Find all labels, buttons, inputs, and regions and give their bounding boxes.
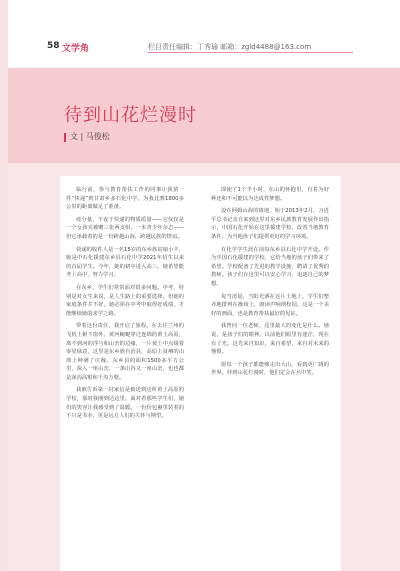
paragraph: 带着这份责任，我开启了旅程。在去往兰州的飞机上俯下窗外，黄河蜿蜒穿过连绵的黄土高原，离不到河的浮与和山峦的边缘，一片黄土中点缀着零星绿意，这里是东乡族自治县，高原上贫瘠的山坡上种满了庄稼。东乡县的面积1500多平方公里，深入一座山峦，一条山谷又一座山峦，也也都是深沟高壑和千沟万壑。 (66, 323, 184, 381)
paragraph: 每当清晨，当阳光洒在这片土地上，学生们整齐地排列在操场上，朗读声响彻校园。这是一个美好的画面，也是教育帮扶最好的见证。 (211, 293, 329, 317)
paragraph: 设在阿姆山海的镇地，始于2013年2月，习近平总书记亲自来到这里对东乡民族教育发展作出指示，中国石化开始在这里援建学校，改善当地教育条件，为当地孩子们提供更好的学习环境。 (211, 208, 329, 240)
editor-line: 栏目责任编辑：丁秀瑜 邮箱：zgld4488@163.com (148, 43, 312, 51)
page-number: 58 (47, 41, 60, 51)
paragraph: 即使了1个半小时，在山的怀抱里，有着为好种还和不可能以为达成性梦想。 (211, 187, 329, 202)
paragraph: 我被告诉第一封家信是被送到这所黄土高原的学校，那时我刚到达这里。面对着那些学生们，她们的笑容让我感受到了温暖。一份份包裹里装着的不只是书本，更是远方人们的关怀与期望。 (66, 387, 184, 420)
section-label: 文学角 (62, 44, 90, 54)
body-column-left (66, 186, 184, 566)
header-rule (148, 52, 353, 53)
paragraph: 愿每一个孩子都能够走出大山，看到更广阔的世界。待到山花烂漫时，他们定会在丛中笑。 (211, 361, 329, 377)
paragraph: 临行前，参与教育帮扶工作的同事让我猜一件“快递”到甘肃乡多石化中学。为我比赛1800多公里的距离做足了准备。 (66, 187, 184, 211)
body-column-right (211, 186, 329, 566)
paragraph: 快递的收件人是一名15岁的东乡族姑娘小丰，她是中石化援建东乡县石化中学2021年招生以来的首届学生。今年，她的初中进入高三。她希望能考上高中，努力学习。 (66, 246, 184, 279)
paragraph: 我曾问一位老师，这里最大的变化是什么。她说，是孩子们的眼神。以前他们眼里有迷茫，现在有了光。这光来自知识，来自希望，来自对未来的憧憬。 (211, 323, 329, 356)
article-title: 待到山花烂漫时 (64, 105, 197, 126)
author-accent-bar (64, 133, 66, 142)
page-margin-strip (0, 0, 8, 571)
paragraph: 在化学学生涯在前每东乡县石化中学开设。作为中国石化援建的学校，它给当地的孩子们带来了希望。学校配备了先进的教学设施，聘请了优秀的教师。孩子们在这里可以安心学习，追逐自己的梦想。 (211, 246, 329, 287)
paragraph: 疫分量，不夜于快递的物质质量——它仅仅是一个女孩夹被赠三张两支组，一本青少年杂志——但它承载着的是一份跨越山海，跨越民族的情谊。 (66, 216, 184, 240)
article-author: 文 | 马俊松 (70, 132, 110, 141)
paragraph: 在东乡，学生们常常面对很多问题。中考，特别是对女生来说，是人生路上的重要选择。但她的家庭条件并不好，她必须在中考中取得好成绩，才能继续她的求学之路。 (66, 284, 184, 317)
